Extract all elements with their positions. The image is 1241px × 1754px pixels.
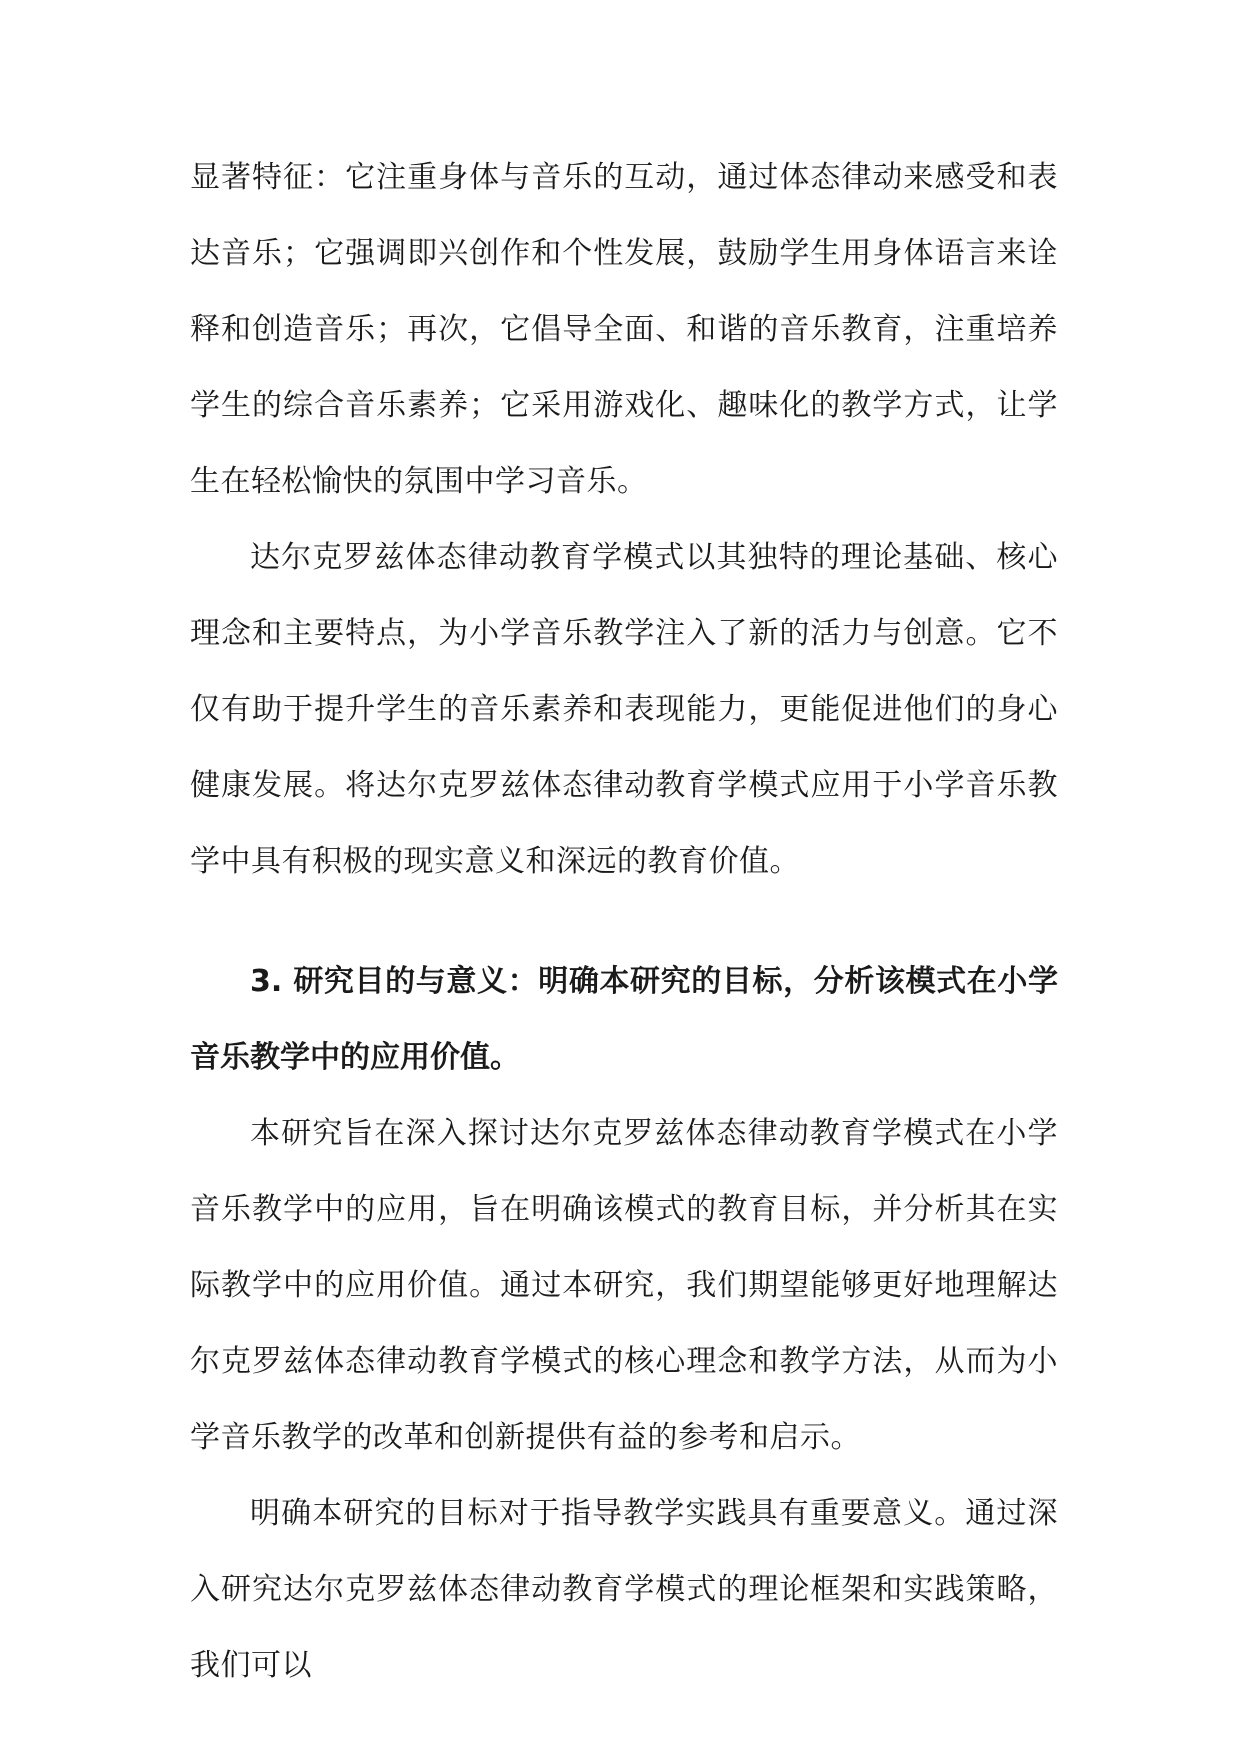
paragraph-continuation: 显著特征：它注重身体与音乐的互动，通过体态律动来感受和表达音乐；它强调即兴创作和个性发展，鼓励学生用身体语言来诠释和创造音乐；再次，它倡导全面、和谐的音乐教育，注重培养学生的综合音乐素养；它采用游戏化、趣味化的教学方式，让学生在轻松愉快的氛围中学习音乐。 — [190, 160, 1058, 499]
document-body — [190, 140, 1058, 1704]
paragraph-summary: 达尔克罗兹体态律动教育学模式以其独特的理论基础、核心理念和主要特点，为小学音乐教学注入了新的活力与创意。它不仅有助于提升学生的音乐素养和表现能力，更能促进他们的身心健康发展。将达尔克罗兹体态律动教育学模式应用于小学音乐教学中具有积极的现实意义和深远的教育价值。 — [190, 540, 1058, 879]
paragraph-research-aim: 本研究旨在深入探讨达尔克罗兹体态律动教育学模式在小学音乐教学中的应用，旨在明确该模式的教育目标，并分析其在实际教学中的应用价值。通过本研究，我们期望能够更好地理解达尔克罗兹体态律动教育学模式的核心理念和教学方法，从而为小学音乐教学的改革和创新提供有益的参考和启示。 — [190, 1116, 1058, 1455]
paragraph-research-goal: 明确本研究的目标对于指导教学实践具有重要意义。通过深入研究达尔克罗兹体态律动教育学模式的理论框架和实践策略，我们可以 — [190, 1496, 1058, 1683]
section-heading: 3. 研究目的与意义：明确本研究的目标，分析该模式在小学音乐教学中的应用价值。 — [190, 964, 1058, 1075]
